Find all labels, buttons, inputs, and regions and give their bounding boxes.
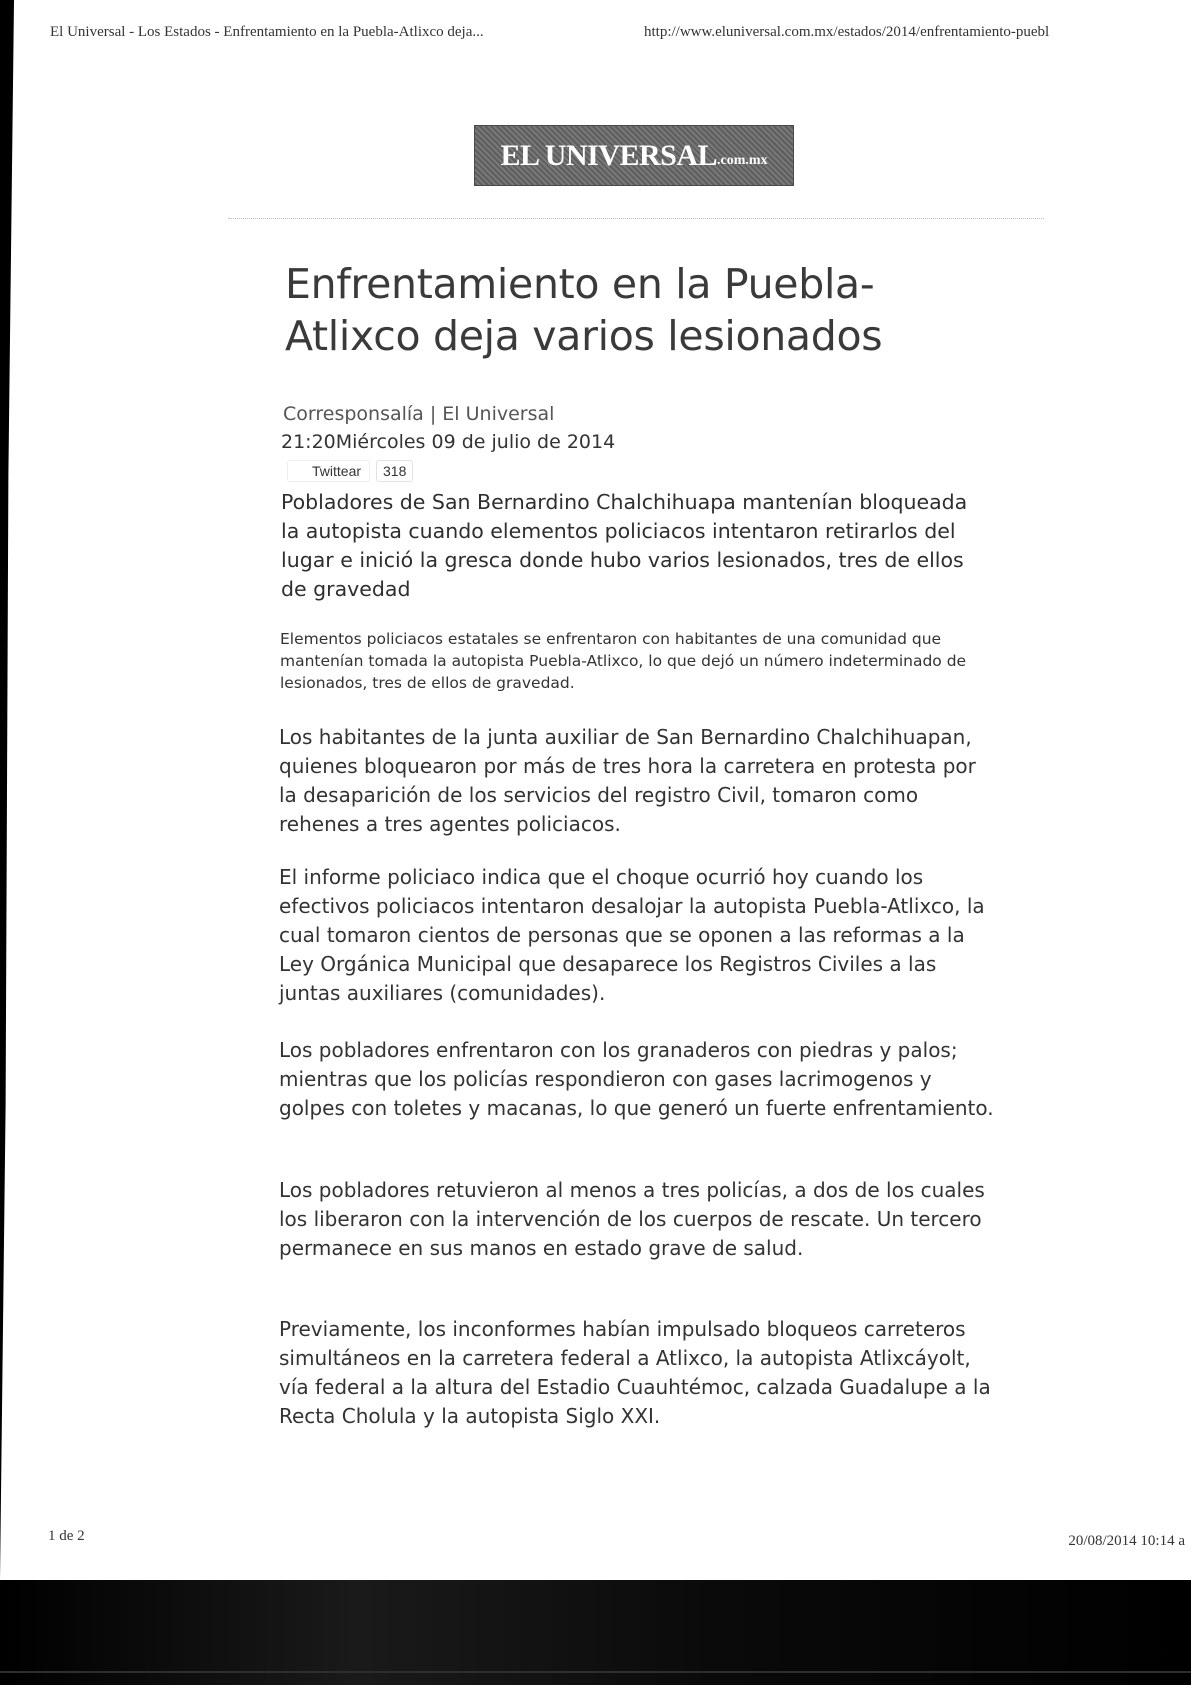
article-paragraph: Los pobladores enfrentaron con los granaderos con piedras y palos; mientras que los policías respondieron con gases lacrimogenos y golpes con toletes y macanas, lo que generó un fuerte enfrentamiento. (279, 1038, 994, 1120)
print-footer-timestamp: 20/08/2014 10:14 a (1068, 1533, 1185, 1549)
scan-shadow-bottom (0, 1580, 1191, 1685)
article-dateline: 21:20Miércoles 09 de julio de 2014 (281, 431, 616, 453)
twitter-share-label: Twittear (287, 460, 370, 482)
site-logo[interactable] (474, 125, 794, 186)
article-paragraph: Los habitantes de la junta auxiliar de San Bernardino Chalchihuapan, quienes bloquearon por más de tres hora la carretera en protesta por la desaparición de los servicios del registro Civil, tomaron como rehenes a tres agentes policiacos. (279, 725, 976, 836)
print-header (50, 24, 1191, 50)
article-paragraph: Previamente, los inconformes habían impulsado bloqueos carreteros simultáneos en la carretera federal a Atlixco, la autopista Atlixcáyolt, vía federal a la altura del Estadio Cuauhtémoc, calzada Guadalupe a la Recta Cholula y la autopista Siglo XXI. (279, 1317, 991, 1428)
scan-shadow-left (0, 0, 14, 1580)
article-summary: Elementos policiacos estatales se enfrentaron con habitantes de una comunidad que mantenían tomada la autopista Puebla-Atlixco, lo que dejó un número indeterminado de lesionados, tres de ellos de gravedad. (280, 630, 967, 692)
twitter-share-button[interactable] (287, 459, 413, 483)
site-logo-domain: .com.mx (717, 152, 768, 168)
twitter-share-count: 318 (376, 460, 413, 482)
site-logo-main: EL UNIVERSAL (500, 138, 718, 172)
print-header-url: http://www.eluniversal.com.mx/estados/2014/enfrentamiento-puebl (644, 24, 1050, 40)
article-byline: Corresponsalía | El Universal (283, 403, 555, 425)
article-paragraph: El informe policiaco indica que el choque ocurrió hoy cuando los efectivos policiacos intentaron desalojar la autopista Puebla-Atlixco, la cual tomaron cientos de personas que se oponen a las reformas a la Ley Orgánica Municipal que desaparece los Registros Civiles a las juntas auxiliares (comunidades). (279, 865, 985, 1005)
print-header-page-title: El Universal - Los Estados - Enfrentamiento en la Puebla-Atlixco deja... (50, 24, 484, 40)
article-lead: Pobladores de San Bernardino Chalchihuapa mantenían bloqueada la autopista cuando elementos policiacos intentaron retirarlos del lugar e inició la gresca donde hubo varios lesionados, tres de ellos de gravedad (281, 490, 968, 601)
article-headline: Enfrentamiento en la Puebla-Atlixco deja varios lesionados (285, 260, 883, 360)
masthead-divider (228, 218, 1044, 219)
print-footer-page-number: 1 de 2 (48, 1528, 85, 1544)
article-paragraph: Los pobladores retuvieron al menos a tres policías, a dos de los cuales los liberaron con la intervención de los cuerpos de rescate. Un tercero permanece en sus manos en estado grave de salud. (279, 1178, 985, 1260)
